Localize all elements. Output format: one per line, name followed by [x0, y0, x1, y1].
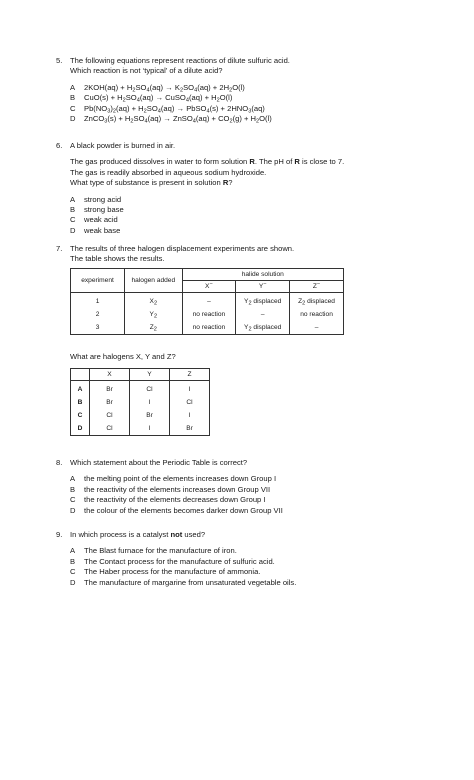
header-ion-x: X−	[182, 281, 236, 293]
question-number: 5.	[56, 56, 63, 65]
option-a: A the melting point of the elements increases down Group I	[70, 474, 277, 484]
question-text: What type of substance is present in solution R?	[70, 178, 233, 188]
question-text: The results of three halogen displacement experiments are shown.	[70, 244, 295, 253]
option-b: B strong base	[70, 205, 124, 215]
header-z: Z	[170, 369, 210, 381]
ion-y-column: $Y_2$ displaced – $Y_2$ displaced	[236, 293, 290, 335]
question-number: 8.	[56, 458, 63, 467]
experiment-column: 1 2 3	[71, 293, 125, 335]
equation: $2KOH(aq) + H_2SO_4(aq) \to K_2SO_4(aq) + 2H_2O(l)$	[84, 82, 245, 94]
option-a: A The Blast furnace for the manufacture of iron.	[70, 546, 237, 556]
header-x: X	[90, 369, 130, 381]
x-column: Br Br Cl Cl	[90, 381, 130, 436]
option-c: C The Haber process for the manufacture of ammonia.	[70, 567, 261, 577]
question-6	[56, 141, 436, 236]
ion-z-column: $Z_2$ displaced no reaction –	[290, 293, 344, 335]
halogen-results-table	[70, 268, 344, 335]
ion-x-column: – no reaction no reaction	[182, 293, 236, 335]
option-d: D the colour of the elements becomes darker down Group VII	[70, 505, 283, 515]
option-letter: A	[70, 82, 76, 92]
question-9	[56, 530, 436, 588]
question-text: In which process is a catalyst not used?	[70, 530, 206, 539]
question-8	[56, 458, 436, 516]
header-halogen-added: halogen added	[125, 269, 183, 293]
option-letter: C	[70, 103, 76, 113]
question-text: The following equations represent reactions of dilute sulfuric acid.	[70, 56, 290, 65]
question-text: The table shows the results.	[70, 254, 165, 264]
equation: ZnCO$_3$(s) + $H_2SO_4(aq)$ → ZnSO$_4$(aq) + $CO_2(g) + H_2O(l)$	[84, 114, 272, 125]
option-b: B The Contact process for the manufacture of sulfuric acid.	[70, 556, 275, 566]
question-text: The gas is readily absorbed in aqueous sodium hydroxide.	[70, 167, 267, 177]
y-column: Cl I Br I	[130, 381, 170, 436]
question-number: 7.	[56, 244, 63, 253]
question-text: Which reaction is not ‘typical’ of a dilute acid?	[70, 66, 223, 76]
equation: $CuO(s) + H_2SO_4(aq)$ → CuSO$_4$(aq) + $H_2O(l)$	[84, 93, 233, 104]
answer-options-table	[70, 368, 210, 436]
header-ion-z: Z−	[290, 281, 344, 293]
option-b: B the reactivity of the elements increases down Group VII	[70, 484, 271, 494]
option-d: D The manufacture of margarine from unsaturated vegetable oils.	[70, 577, 297, 587]
z-column: I Cl I Br	[170, 381, 210, 436]
header-experiment: experiment	[71, 269, 125, 293]
question-text: The gas produced dissolves in water to form solution R. The pH of R is close to 7.	[70, 157, 345, 167]
question-7-prompt: What are halogens X, Y and Z?	[70, 352, 176, 361]
question-7	[56, 244, 436, 265]
option-letters: A B C D	[71, 381, 90, 436]
equation: $Pb(NO_3)_2(aq) + H_2SO_4(aq)$ → PbSO$_4$(s) + $2HNO_3(aq)$	[84, 103, 265, 115]
option-d: D weak base	[70, 225, 121, 235]
question-text: Which statement about the Periodic Table is correct?	[70, 458, 248, 467]
option-c: C weak acid	[70, 215, 118, 225]
header-y: Y	[130, 369, 170, 381]
halogen-column: $X_2$ $Y_2$ $Z_2$	[125, 293, 183, 335]
option-c: C the reactivity of the elements decreases down Group I	[70, 495, 266, 505]
option-c	[70, 104, 436, 114]
option-letter: D	[70, 114, 76, 124]
option-a: A strong acid	[70, 194, 122, 204]
option-a	[70, 83, 436, 93]
option-b	[70, 93, 436, 103]
header-halide-solution: halide solution	[182, 269, 343, 281]
header-ion-y: Y−	[236, 281, 290, 293]
option-d	[70, 114, 436, 124]
option-letter: B	[70, 93, 76, 103]
question-text: A black powder is burned in air.	[70, 141, 176, 150]
question-number: 9.	[56, 530, 63, 539]
question-5	[56, 56, 436, 124]
question-number: 6.	[56, 141, 63, 150]
